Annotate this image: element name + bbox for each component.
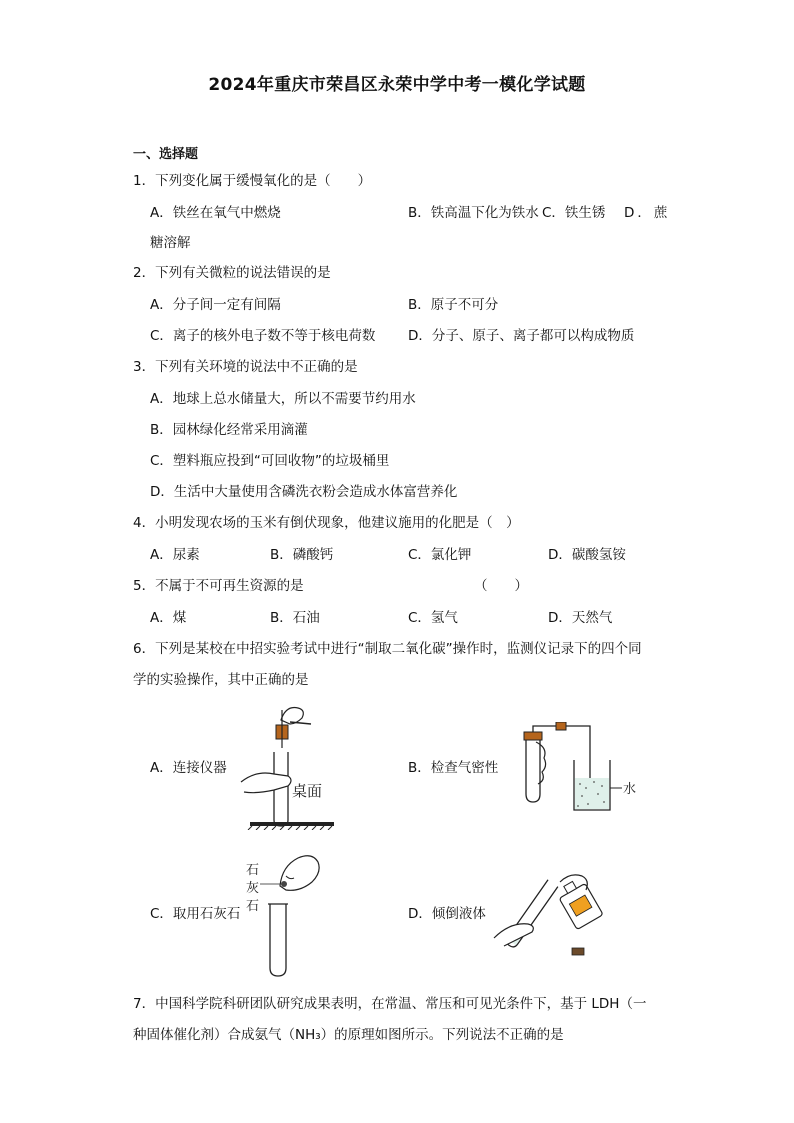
q5-answer-paren: （ ）	[474, 578, 528, 594]
q6-option-c: C．取用石灰石	[150, 906, 241, 922]
q7-stem-line2: 种固体催化剂）合成氨气（NH₃）的原理如图所示。下列说法不正确的是	[133, 1027, 564, 1043]
q4-stem: 4．小明发现农场的玉米有倒伏现象，他建议施用的化肥是（ ）	[133, 515, 520, 531]
q6-figure-c-label-1: 石	[246, 863, 260, 878]
q3-option-c: C．塑料瓶应投到“可回收物”的垃圾桶里	[150, 453, 390, 469]
q6-stem-line2: 学的实验操作，其中正确的是	[133, 672, 309, 688]
q6-option-a: A．连接仪器	[150, 760, 227, 776]
q4-option-d: D．碳酸氢铵	[548, 547, 626, 563]
q4-option-a: A．尿素	[150, 547, 200, 563]
q4-option-b: B．磷酸钙	[270, 547, 334, 563]
q6-figure-d-pour-liquid	[490, 866, 610, 958]
q3-option-b: B．园林绿化经常采用滴灌	[150, 422, 308, 438]
page-title: 2024年重庆市荣昌区永荣中学中考一模化学试题	[208, 75, 586, 95]
q5-option-a: A．煤	[150, 610, 187, 626]
q5-option-d: D．天然气	[548, 610, 613, 626]
q1-option-c: C．铁生锈	[542, 205, 606, 221]
q2-option-c: C．离子的核外电子数不等于核电荷数	[150, 328, 376, 344]
q2-option-b: B．原子不可分	[408, 297, 499, 313]
q1-option-a: A．铁丝在氧气中燃烧	[150, 205, 281, 221]
q3-stem: 3．下列有关环境的说法中不正确的是	[133, 359, 358, 375]
q5-stem: 5．不属于不可再生资源的是	[133, 578, 304, 594]
q6-option-b: B．检查气密性	[408, 760, 499, 776]
q1-option-b: B．铁高温下化为铁水	[408, 205, 539, 221]
q3-option-d: D．生活中大量使用含磷洗衣粉会造成水体富营养化	[150, 484, 458, 500]
q2-stem: 2．下列有关微粒的说法错误的是	[133, 265, 331, 281]
q5-option-c: C．氢气	[408, 610, 458, 626]
q5-option-b: B．石油	[270, 610, 320, 626]
q2-option-d: D．分子、原子、离子都可以构成物质	[408, 328, 635, 344]
q6-stem-line1: 6．下列是某校在中招实验考试中进行“制取二氧化碳”操作时，监测仪记录下的四个同	[133, 641, 642, 657]
q1-option-d-continued: 糖溶解	[150, 235, 191, 251]
q1-option-d: D．蔗	[624, 205, 671, 221]
q6-figure-c-take-limestone	[242, 846, 326, 978]
q6-figure-b-label-water: 水	[623, 782, 637, 797]
section-heading: 一、选择题	[133, 147, 199, 162]
q6-figure-c-label-2: 灰	[246, 881, 260, 896]
q6-option-d: D．倾倒液体	[408, 906, 486, 922]
q6-figure-c-label-3: 石	[246, 899, 260, 914]
q7-stem-line1: 7．中国科学院科研团队研究成果表明，在常温、常压和可见光条件下，基于 LDH（一	[133, 996, 647, 1012]
q3-option-a: A．地球上总水储量大，所以不需要节约用水	[150, 391, 416, 407]
q6-figure-b-airtightness-check	[518, 722, 648, 814]
q6-figure-a-connecting-apparatus	[236, 700, 336, 830]
q4-option-c: C．氯化钾	[408, 547, 472, 563]
q2-option-a: A．分子间一定有间隔	[150, 297, 281, 313]
q1-stem: 1．下列变化属于缓慢氧化的是（ ）	[133, 173, 372, 189]
q6-figure-a-label-desk: 桌面	[292, 782, 323, 800]
